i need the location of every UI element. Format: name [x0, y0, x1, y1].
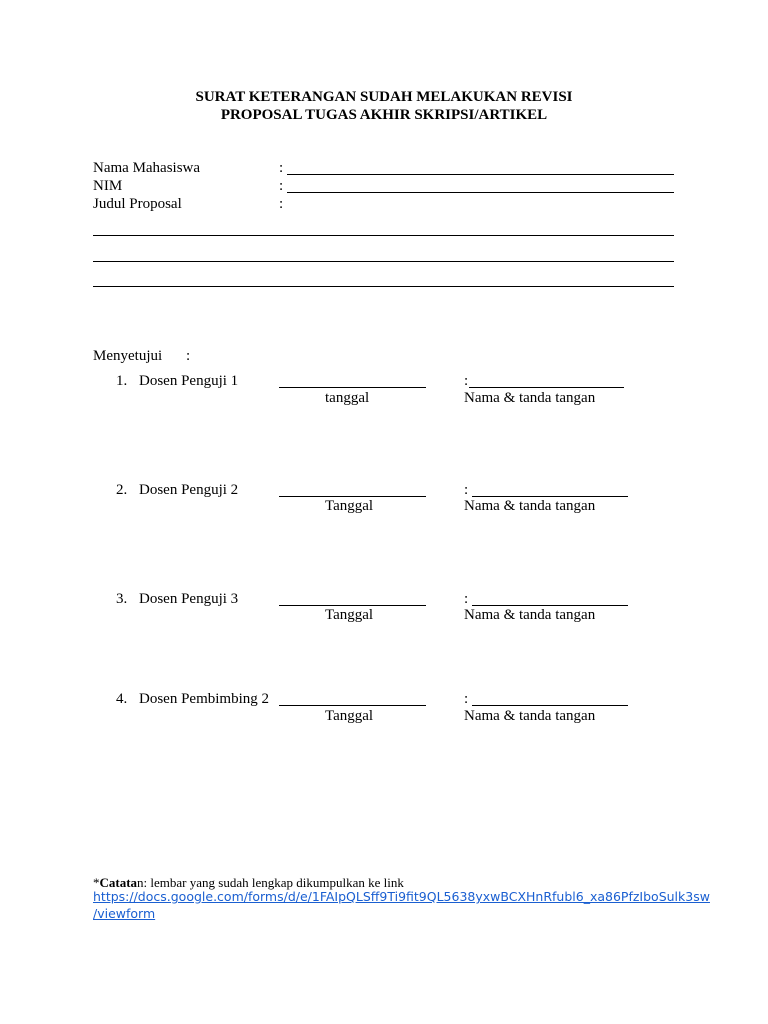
- signature-line[interactable]: [472, 705, 628, 706]
- approval-colon: :: [186, 348, 191, 364]
- approval-label: Menyetujui: [93, 348, 163, 364]
- entry-name: Dosen Penguji 2: [139, 482, 239, 498]
- field-label-judul: Judul Proposal: [93, 196, 182, 212]
- date-caption: tanggal: [325, 390, 370, 406]
- form-link-line1[interactable]: https://docs.google.com/forms/d/e/1FAIpQLSff9Ti9fit9QL5638yxwBCXHnRfubl6_xa86PfzIboSulk3sw: [93, 889, 710, 904]
- entry-number: 1.: [116, 373, 128, 389]
- signature-colon: :: [464, 482, 469, 498]
- field-label-nama: Nama Mahasiswa: [93, 160, 201, 176]
- field-line-nama[interactable]: [287, 174, 674, 175]
- entry-name: Dosen Penguji 3: [139, 591, 239, 607]
- note-rest: n: lembar yang sudah lengkap dikumpulkan ke link: [137, 875, 404, 890]
- document-title-line1: SURAT KETERANGAN SUDAH MELAKUKAN REVISI: [195, 89, 573, 105]
- date-caption: Tanggal: [325, 708, 374, 724]
- date-caption: Tanggal: [325, 607, 374, 623]
- signature-colon: :: [464, 373, 469, 389]
- form-link-line2[interactable]: /viewform: [93, 906, 156, 921]
- entry-number: 4.: [116, 691, 128, 707]
- date-line[interactable]: [279, 705, 426, 706]
- judul-line-2[interactable]: [93, 261, 674, 262]
- entry-number: 2.: [116, 482, 128, 498]
- document-title-line2: PROPOSAL TUGAS AKHIR SKRIPSI/ARTIKEL: [220, 107, 548, 123]
- field-colon-judul: :: [279, 196, 284, 212]
- signature-caption: Nama & tanda tangan: [464, 708, 596, 724]
- field-label-nim: NIM: [93, 178, 123, 194]
- signature-line[interactable]: [469, 387, 624, 388]
- date-line[interactable]: [279, 605, 426, 606]
- signature-caption: Nama & tanda tangan: [464, 390, 596, 406]
- signature-colon: :: [464, 591, 469, 607]
- entry-number: 3.: [116, 591, 128, 607]
- date-caption: Tanggal: [325, 498, 374, 514]
- judul-line-3[interactable]: [93, 286, 674, 287]
- judul-line-1[interactable]: [93, 235, 674, 236]
- date-line[interactable]: [279, 496, 426, 497]
- signature-colon: :: [464, 691, 469, 707]
- field-colon-nim: :: [279, 178, 284, 194]
- date-line[interactable]: [279, 387, 426, 388]
- note-prefix: *: [93, 875, 100, 890]
- entry-name: Dosen Pembimbing 2: [139, 691, 269, 707]
- note-bold: Catata: [99, 875, 138, 890]
- field-line-nim[interactable]: [287, 192, 674, 193]
- signature-line[interactable]: [472, 496, 628, 497]
- field-colon-nama: :: [279, 160, 284, 176]
- signature-caption: Nama & tanda tangan: [464, 607, 596, 623]
- signature-line[interactable]: [472, 605, 628, 606]
- entry-name: Dosen Penguji 1: [139, 373, 239, 389]
- signature-caption: Nama & tanda tangan: [464, 498, 596, 514]
- note-text: [93, 876, 404, 889]
